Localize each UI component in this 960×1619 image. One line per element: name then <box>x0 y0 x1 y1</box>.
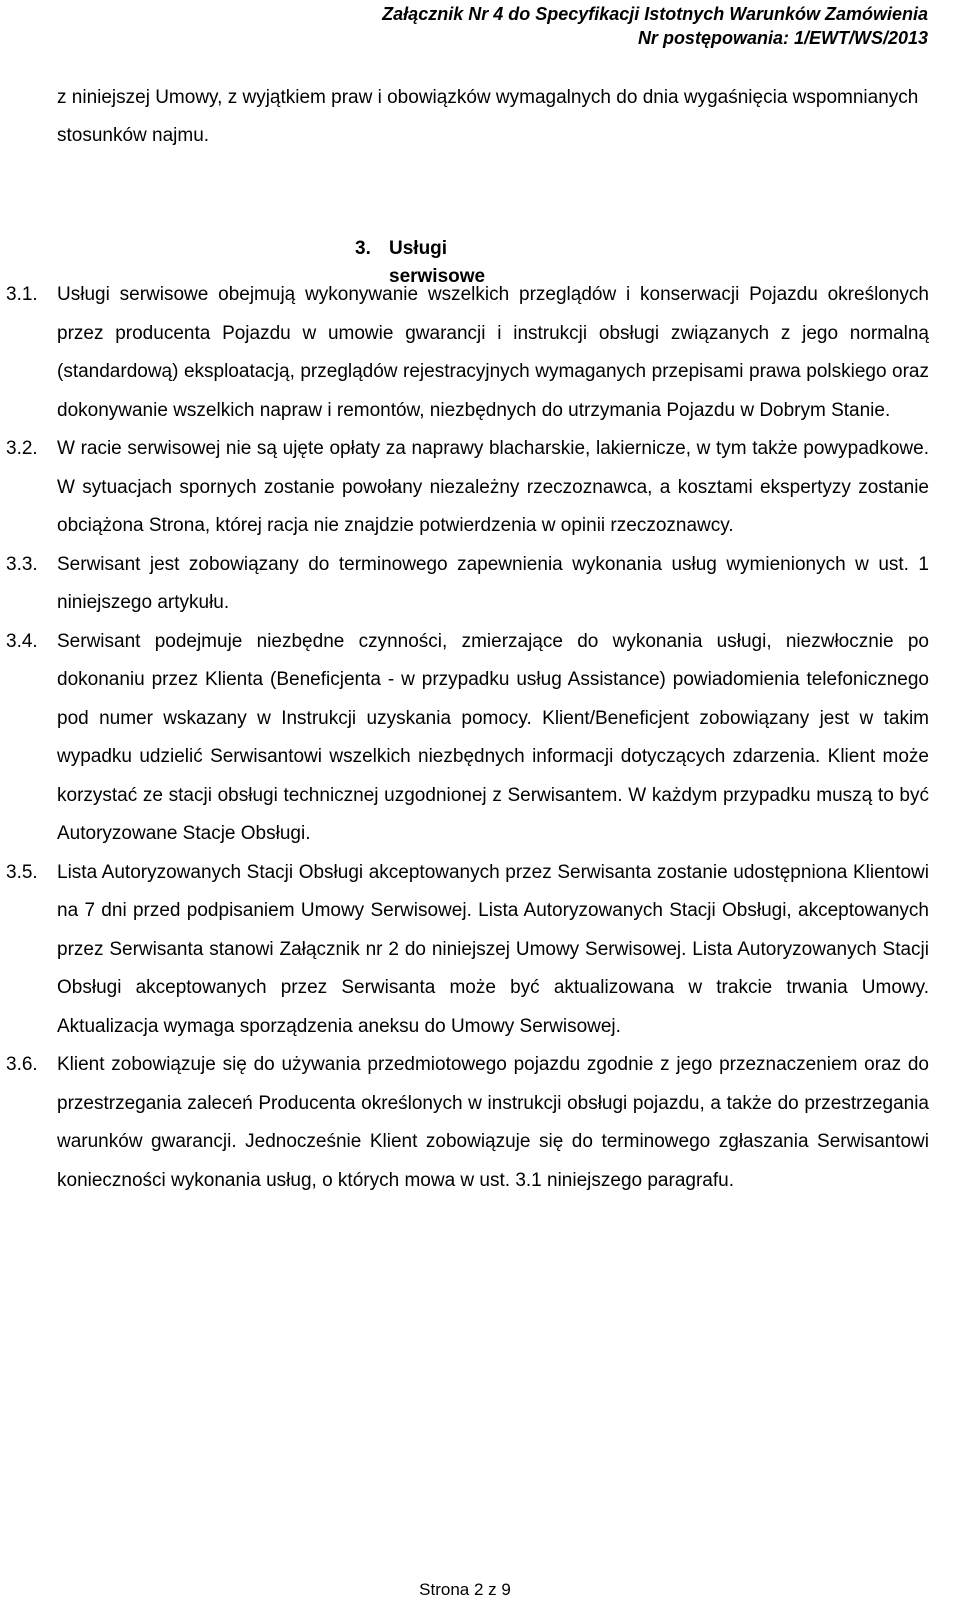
paragraph-text: W racie serwisowej nie są ujęte opłaty za naprawy blacharskie, lakiernicze, w tym także powypadkowe. W sytuacjach spornych zostanie powołany niezależny rzeczoznawca, a kosztami ekspertyzy zostanie obciążona Strona, której racja nie znajdzie potwierdzenia w opinii rzeczoznawcy. <box>57 438 929 536</box>
paragraph-item <box>0 854 960 1047</box>
paragraph-number: 3.1. <box>6 284 38 305</box>
page-number-footer: Strona 2 z 9 <box>419 1580 511 1599</box>
paragraph-text: Usługi serwisowe obejmują wykonywanie wszelkich przeglądów i konserwacji Pojazdu określonych przez producenta Pojazdu w umowie gwarancji i instrukcji obsługi związanych z jego normalną (standardową) eksploatacją, przeglądów rejestracyjnych wymaganych przepisami prawa polskiego oraz dokonywanie wszelkich napraw i remontów, niezbędnych do utrzymania Pojazdu w Dobrym Stanie. <box>57 284 929 421</box>
paragraph-item <box>0 430 960 546</box>
paragraph-number: 3.5. <box>6 861 38 883</box>
paragraph-text: Klient zobowiązuje się do używania przedmiotowego pojazdu zgodnie z jego przeznaczeniem oraz do przestrzegania zaleceń Producenta określonych w instrukcji obsługi pojazdu, a także do przestrzegania warunków gwarancji. Jednocześnie Klient zobowiązuje się do terminowego zgłaszania Serwisantowi konieczności wykonania usług, o których mowa w ust. 3.1 niniejszego paragrafu. <box>57 1054 929 1191</box>
paragraph-item <box>0 546 960 623</box>
paragraph-number: 3.6. <box>6 1054 38 1075</box>
section-number: 3. <box>355 238 371 259</box>
header-attachment-line: Załącznik Nr 4 do Specyfikacji Istotnych Warunków Zamówienia <box>382 4 928 24</box>
paragraph-item <box>0 1046 960 1200</box>
paragraph-item <box>0 276 960 430</box>
paragraph-item <box>0 623 960 854</box>
intro-paragraph: z niniejszej Umowy, z wyjątkiem praw i obowiązków wymagalnych do dnia wygaśnięcia wspomnianych stosunków najmu. <box>57 87 919 146</box>
document-header <box>382 2 928 50</box>
paragraph-text: Serwisant podejmuje niezbędne czynności, zmierzające do wykonania usługi, niezwłocznie po dokonaniu przez Klienta (Beneficjenta - w przypadku usług Assistance) powiadomienia telefonicznego pod numer wskazany w Instrukcji uzyskania pomocy. Klient/Beneficjent zobowiązany jest w takim wypadku udzielić Serwisantowi wszelkich niezbędnych informacji dotyczących zdarzenia. Klient może korzystać ze stacji obsługi technicznej uzgodnionej z Serwisantem. W każdym przypadku muszą to być Autoryzowane Stacje Obsługi. <box>57 630 929 844</box>
paragraph-number: 3.4. <box>6 630 38 652</box>
paragraph-number: 3.2. <box>6 438 38 459</box>
numbered-paragraph-list <box>0 276 960 1200</box>
header-proceeding-number: Nr postępowania: 1/EWT/WS/2013 <box>637 28 928 48</box>
paragraph-number: 3.3. <box>6 553 38 575</box>
section-title: Usługi serwisowe <box>389 238 486 287</box>
paragraph-text: Lista Autoryzowanych Stacji Obsługi akceptowanych przez Serwisanta zostanie udostępniona Klientowi na 7 dni przed podpisaniem Umowy Serwisowej. Lista Autoryzowanych Stacji Obsługi, akceptowanych przez Serwisanta stanowi Załącznik nr 2 do niniejszej Umowy Serwisowej. Lista Autoryzowanych Stacji Obsługi akceptowanych przez Serwisanta może być aktualizowana w trakcie trwania Umowy. Aktualizacja wymaga sporządzenia aneksu do Umowy Serwisowej. <box>57 861 929 1037</box>
paragraph-text: Serwisant jest zobowiązany do terminowego zapewnienia wykonania usług wymienionych w ust. 1 niniejszego artykułu. <box>57 553 929 613</box>
